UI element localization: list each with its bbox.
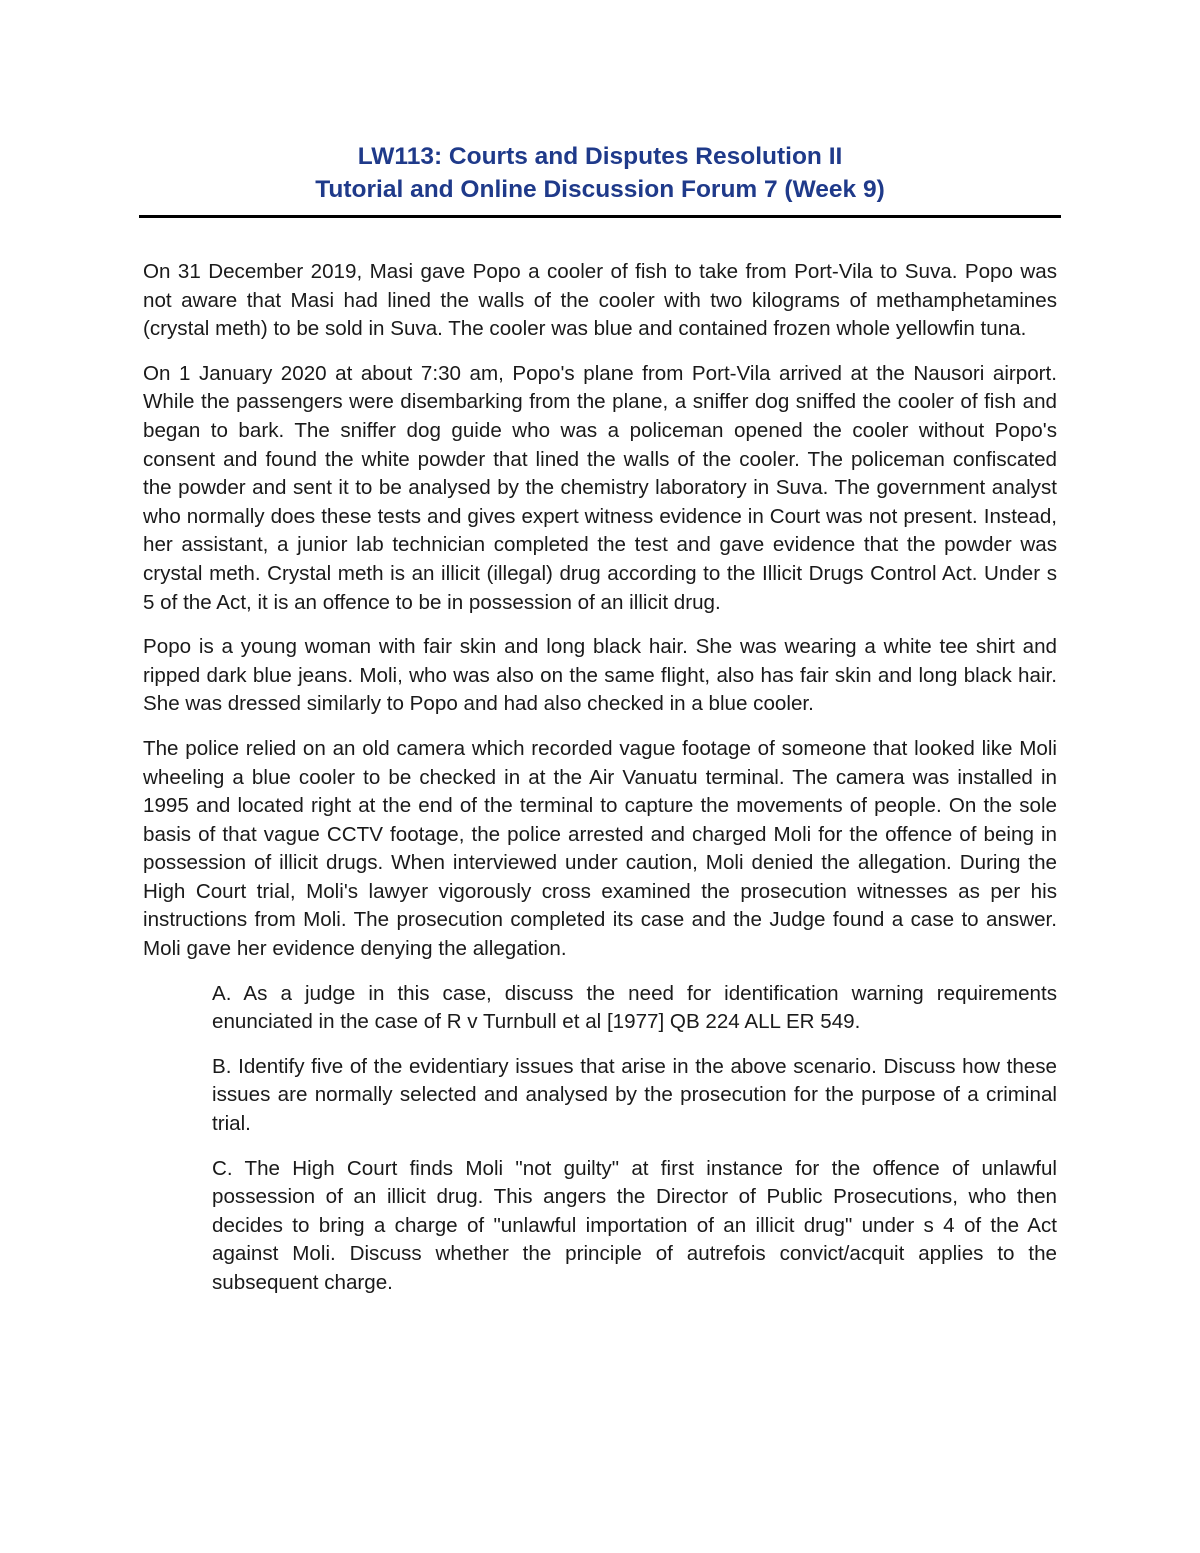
scenario-paragraph-1: On 31 December 2019, Masi gave Popo a cooler of fish to take from Port-Vila to Suva. Popo was not aware that Masi had lined the walls of the cooler with two kilograms of methamphetamines (crystal meth) to be sold in Suva. The cooler was blue and contained frozen whole yellowfin tuna. [143, 260, 1057, 341]
forum-subtitle: Tutorial and Online Discussion Forum 7 (Week 9) [315, 176, 885, 203]
question-b: B. Identify five of the evidentiary issues that arise in the above scenario. Discuss how these issues are normally selected and analysed by the prosecution for the purpose of a criminal trial. [212, 1054, 1057, 1136]
header-divider [139, 215, 1061, 218]
course-title: LW113: Courts and Disputes Resolution II [357, 143, 843, 170]
document-header [139, 140, 1061, 206]
document-body [143, 258, 1057, 1314]
scenario-paragraph-4: The police relied on an old camera which recorded vague footage of someone that looked like Moli wheeling a blue cooler to be checked in at the Air Vanuatu terminal. The camera was installed in 1995 and located right at the end of the terminal to capture the movements of people. On the sole basis of that vague CCTV footage, the police arrested and charged Moli for the offence of being in possession of illicit drugs. When interviewed under caution, Moli denied the allegation. During the High Court trial, Moli's lawyer vigorously cross examined the prosecution witnesses as per his instructions from Moli. The prosecution completed its case and the Judge found a case to answer. Moli gave her evidence denying the allegation. [143, 736, 1057, 961]
question-list [212, 980, 1057, 1298]
scenario-paragraph-2: On 1 January 2020 at about 7:30 am, Popo's plane from Port-Vila arrived at the Nausori airport. While the passengers were disembarking from the plane, a sniffer dog sniffed the cooler of fish and began to bark. The sniffer dog guide who was a policeman opened the cooler without Popo's consent and found the white powder that lined the walls of the cooler. The policeman confiscated the powder and sent it to be analysed by the chemistry laboratory in Suva. The government analyst who normally does these tests and gives expert witness evidence in Court was not present. Instead, her assistant, a junior lab technician completed the test and gave evidence that the powder was crystal meth. Crystal meth is an illicit (illegal) drug according to the Illicit Drugs Control Act. Under s 5 of the Act, it is an offence to be in possession of an illicit drug. [143, 361, 1057, 614]
scenario-paragraph-3: Popo is a young woman with fair skin and long black hair. She was wearing a white tee shirt and ripped dark blue jeans. Moli, who was also on the same flight, also has fair skin and long black hair. She was dressed similarly to Popo and had also checked in a blue cooler. [143, 635, 1057, 716]
question-c: C. The High Court finds Moli "not guilty" at first instance for the offence of unlawful possession of an illicit drug. This angers the Director of Public Prosecutions, who then decides to bring a charge of "unlawful importation of an illicit drug" under s 4 of the Act against Moli. Discuss whether the principle of autrefois convict/acquit applies to the subsequent charge. [212, 1156, 1057, 1294]
question-a: A. As a judge in this case, discuss the need for identification warning requirements enunciated in the case of R v Turnbull et al [1977] QB 224 ALL ER 549. [212, 981, 1057, 1034]
